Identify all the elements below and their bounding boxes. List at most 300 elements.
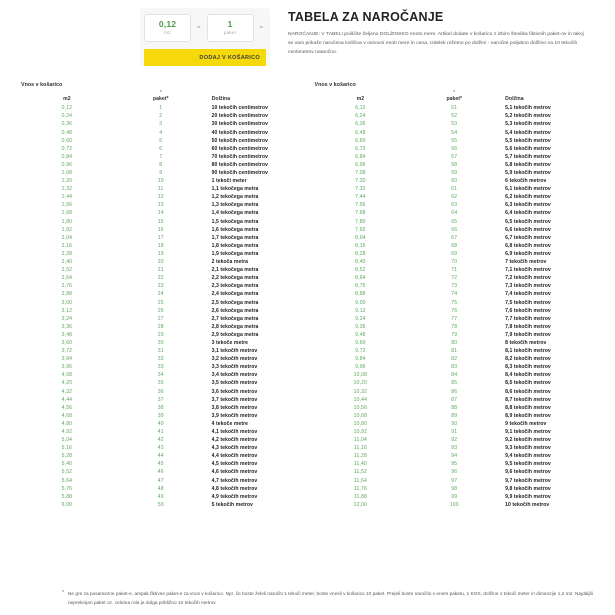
cell-m2: 6,72 bbox=[355, 145, 366, 152]
cell-m2: 3,60 bbox=[61, 339, 73, 346]
cell-pk: 70 bbox=[451, 259, 458, 266]
cell-dl: 6,6 tekočih metrov bbox=[505, 226, 551, 233]
table-row bbox=[20, 235, 302, 243]
table-row bbox=[20, 396, 302, 404]
cell-pk: 98 bbox=[451, 485, 458, 492]
cell-m2: 5,04 bbox=[61, 437, 73, 444]
cell-m2: 10,08 bbox=[353, 372, 368, 379]
cell-m2: 2,76 bbox=[61, 283, 73, 290]
cell-dl: 8,7 tekočih metrov bbox=[505, 396, 551, 403]
table-column-right bbox=[308, 82, 602, 510]
table-row bbox=[314, 380, 596, 388]
table-row bbox=[314, 332, 596, 340]
quantity-value: 1 bbox=[227, 19, 233, 30]
table-row bbox=[20, 356, 302, 364]
cell-dl: 2,3 tekočega metra bbox=[211, 283, 259, 290]
cell-pk: 33 bbox=[157, 364, 164, 371]
table-row bbox=[20, 129, 302, 137]
cell-dl: 8,6 tekočih metrov bbox=[505, 388, 551, 395]
cell-dl: 10 tekočih centimetrov bbox=[211, 105, 268, 112]
table-row bbox=[314, 178, 596, 186]
order-table-right bbox=[314, 82, 596, 510]
cell-dl: 8,2 tekočih metrov bbox=[505, 356, 551, 363]
cell-pk: 76 bbox=[451, 307, 458, 314]
cell-dl: 2,2 tekočega metra bbox=[211, 275, 259, 282]
table-row bbox=[314, 461, 596, 469]
cell-pk: 41 bbox=[157, 429, 164, 435]
table-row bbox=[20, 113, 302, 121]
cell-pk: 26 bbox=[157, 307, 164, 314]
cell-m2: 11,64 bbox=[353, 477, 367, 484]
cell-pk: 52 bbox=[451, 113, 458, 120]
group-header-row bbox=[314, 82, 596, 89]
cell-pk: 31 bbox=[157, 348, 164, 355]
table-row bbox=[20, 494, 302, 502]
table-row bbox=[314, 226, 596, 234]
table-row bbox=[20, 469, 302, 477]
cell-dl: 1,6 tekočega metra bbox=[211, 226, 259, 233]
table-row bbox=[314, 218, 596, 226]
table-row bbox=[20, 145, 302, 153]
cell-dl: 3,3 tekočih metrov bbox=[211, 364, 258, 371]
cell-dl: 4,8 tekočih metrov bbox=[211, 485, 258, 492]
cell-dl: 8,4 tekočih metrov bbox=[505, 372, 551, 379]
cell-pk: 80 bbox=[451, 339, 458, 346]
cell-dl: 5,3 tekočih metrov bbox=[505, 121, 551, 128]
table-row bbox=[20, 194, 302, 202]
cell-m2: 10,56 bbox=[353, 404, 368, 411]
cell-dl: 1 tekoči meter bbox=[211, 178, 247, 185]
cell-m2: 2,04 bbox=[61, 234, 73, 241]
table-row bbox=[314, 194, 596, 202]
cell-m2: 9,96 bbox=[355, 364, 366, 371]
cell-m2: 10,44 bbox=[353, 396, 368, 403]
cell-pk: 37 bbox=[157, 396, 164, 403]
cell-pk: 56 bbox=[451, 145, 458, 152]
cell-dl: 4,1 tekočih metrov bbox=[211, 429, 258, 435]
table-row bbox=[314, 275, 596, 283]
table-row bbox=[20, 445, 302, 453]
cell-dl: 6,7 tekočih metrov bbox=[505, 234, 551, 241]
cell-m2: 0,48 bbox=[61, 129, 73, 136]
cell-dl: 9,7 tekočih metrov bbox=[505, 477, 551, 484]
table-row bbox=[20, 170, 302, 178]
cell-m2: 8,16 bbox=[355, 242, 366, 249]
cell-pk: 6 bbox=[159, 145, 163, 152]
table-row bbox=[314, 299, 596, 307]
cell-m2: 3,96 bbox=[61, 364, 73, 371]
cell-pk: 24 bbox=[157, 291, 164, 298]
cell-dl: 4,2 tekočih metrov bbox=[211, 437, 258, 444]
cell-m2: 9,84 bbox=[355, 356, 366, 363]
add-to-cart-button[interactable] bbox=[144, 49, 266, 66]
table-row bbox=[314, 243, 596, 251]
cell-m2: 1,68 bbox=[61, 210, 73, 217]
table-row bbox=[314, 162, 596, 170]
table-row bbox=[20, 348, 302, 356]
cell-m2: 6,36 bbox=[355, 121, 366, 128]
table-row bbox=[20, 372, 302, 380]
cell-dl: 2,1 tekočega metra bbox=[211, 267, 259, 274]
table-row bbox=[20, 105, 302, 113]
table-row bbox=[20, 275, 302, 283]
cell-dl: 5,7 tekočih metrov bbox=[505, 153, 551, 160]
cell-dl: 3,5 tekočih metrov bbox=[211, 380, 258, 387]
cell-dl: 6,2 tekočih metrov bbox=[505, 194, 551, 201]
cell-m2: 3,36 bbox=[61, 323, 73, 330]
table-row bbox=[314, 396, 596, 404]
table-row bbox=[20, 502, 302, 510]
cell-pk: 2 bbox=[159, 113, 163, 120]
cell-dl: 9,8 tekočih metrov bbox=[505, 485, 551, 492]
table-row bbox=[20, 332, 302, 340]
cell-m2: 0,24 bbox=[61, 113, 73, 120]
cell-dl: 7,2 tekočih metrov bbox=[505, 275, 551, 282]
cell-dl: 8,3 tekočih metrov bbox=[505, 364, 551, 371]
cell-dl: 8 tekočih metrov bbox=[505, 339, 547, 346]
cell-pk: 72 bbox=[451, 275, 458, 282]
cell-dl: 7,6 tekočih metrov bbox=[505, 307, 551, 314]
cell-m2: 9,12 bbox=[355, 307, 366, 314]
area-input[interactable] bbox=[144, 14, 191, 42]
cell-m2: 5,28 bbox=[61, 453, 73, 460]
cell-dl: 2,7 tekočega metra bbox=[211, 315, 259, 322]
table-row bbox=[20, 210, 302, 218]
cell-pk: 97 bbox=[451, 477, 458, 484]
cell-dl: 8,5 tekočih metrov bbox=[505, 380, 551, 387]
cell-pk: 25 bbox=[157, 299, 164, 306]
equals-sign-1: = bbox=[197, 25, 201, 31]
cell-pk: 21 bbox=[157, 267, 164, 274]
cell-m2: 1,44 bbox=[61, 194, 73, 201]
cell-dl: 7,9 tekočih metrov bbox=[505, 331, 551, 338]
cell-m2: 6,12 bbox=[355, 105, 366, 112]
cell-pk: 7 bbox=[159, 153, 163, 160]
cell-dl: 3,9 tekočih metrov bbox=[211, 412, 258, 419]
cell-pk: 27 bbox=[157, 315, 164, 322]
cell-m2: 1,92 bbox=[61, 226, 73, 233]
table-row bbox=[20, 380, 302, 388]
cell-pk: 73 bbox=[451, 283, 458, 290]
column-header-row bbox=[20, 96, 302, 105]
table-row bbox=[20, 413, 302, 421]
table-row bbox=[20, 226, 302, 234]
star-spacer-left bbox=[20, 89, 114, 96]
table-row bbox=[314, 121, 596, 129]
top-section bbox=[0, 0, 615, 82]
cell-pk: 69 bbox=[451, 250, 458, 257]
cell-dl: 3,6 tekočih metrov bbox=[211, 388, 258, 395]
cell-m2: 8,28 bbox=[355, 250, 366, 257]
cell-m2: 5,16 bbox=[61, 445, 73, 452]
calculator-row bbox=[144, 14, 266, 42]
table-row bbox=[314, 445, 596, 453]
cell-m2: 10,32 bbox=[353, 388, 368, 395]
cell-m2: 3,84 bbox=[61, 356, 73, 363]
cell-dl: 9,9 tekočih metrov bbox=[505, 493, 551, 500]
order-tables bbox=[0, 82, 615, 510]
cell-pk: 53 bbox=[451, 121, 458, 128]
table-row bbox=[20, 283, 302, 291]
cell-dl: 7,3 tekočih metrov bbox=[505, 283, 551, 290]
cell-pk: 75 bbox=[451, 299, 458, 306]
table-row bbox=[314, 502, 596, 510]
cell-m2: 10,92 bbox=[353, 429, 368, 435]
cell-dl: 9,2 tekočih metrov bbox=[505, 437, 551, 444]
table-head-left bbox=[20, 82, 302, 105]
cell-dl: 7 tekočih metrov bbox=[505, 259, 547, 266]
cell-m2: 1,32 bbox=[61, 186, 73, 193]
cell-m2: 11,40 bbox=[353, 461, 367, 468]
cell-m2: 4,68 bbox=[61, 412, 73, 419]
cell-pk: 62 bbox=[451, 194, 458, 201]
table-row bbox=[314, 469, 596, 477]
table-row bbox=[314, 113, 596, 121]
table-row bbox=[314, 453, 596, 461]
quantity-input[interactable] bbox=[207, 14, 254, 42]
cell-pk: 38 bbox=[157, 404, 164, 411]
cell-dl: 50 tekočih centimetrov bbox=[211, 137, 268, 144]
cell-m2: 4,32 bbox=[61, 388, 73, 395]
cell-pk: 78 bbox=[451, 323, 458, 330]
cell-pk: 90 bbox=[451, 420, 458, 427]
cell-pk: 49 bbox=[157, 493, 164, 500]
group-header-label: Vnos v košarico bbox=[21, 82, 63, 88]
cell-m2: 8,40 bbox=[355, 259, 366, 266]
table-row bbox=[314, 251, 596, 259]
cell-m2: 12,00 bbox=[353, 501, 368, 508]
table-row bbox=[20, 421, 302, 429]
cell-pk: 4 bbox=[159, 129, 163, 136]
cell-dl: 2,4 tekočega metra bbox=[211, 291, 259, 298]
table-row bbox=[314, 129, 596, 137]
cell-m2: 10,68 bbox=[353, 412, 368, 419]
column-header-row bbox=[314, 96, 596, 105]
cell-dl: 9,3 tekočih metrov bbox=[505, 445, 551, 452]
cell-dl: 3,1 tekočih metrov bbox=[211, 348, 258, 355]
cell-m2: 10,80 bbox=[353, 420, 368, 427]
cell-pk: 84 bbox=[451, 372, 458, 379]
cell-dl: 5,9 tekočih metrov bbox=[505, 170, 551, 176]
cell-pk: 20 bbox=[157, 259, 164, 266]
order-table-left bbox=[20, 82, 302, 510]
cell-pk: 40 bbox=[157, 420, 164, 427]
cell-pk: 58 bbox=[451, 161, 458, 168]
cell-pk: 64 bbox=[451, 210, 458, 217]
cell-pk: 74 bbox=[451, 291, 458, 298]
table-row bbox=[20, 218, 302, 226]
cell-dl: 20 tekočih centimetrov bbox=[211, 113, 268, 120]
table-row bbox=[20, 291, 302, 299]
cell-pk: 1 bbox=[159, 105, 163, 112]
cell-dl: 4,3 tekočih metrov bbox=[211, 445, 258, 452]
cell-pk: 50 bbox=[157, 501, 164, 508]
cell-m2: 4,08 bbox=[61, 372, 73, 379]
table-row bbox=[20, 315, 302, 323]
cell-m2: 0,36 bbox=[61, 121, 73, 128]
cell-dl: 6,4 tekočih metrov bbox=[505, 210, 551, 217]
cell-pk: 81 bbox=[451, 348, 458, 355]
group-header-row bbox=[20, 82, 302, 89]
cell-pk: 8 bbox=[159, 161, 163, 168]
star-spacer-left bbox=[314, 89, 408, 96]
add-to-cart-label: DODAJ V KOŠARICO bbox=[199, 54, 260, 61]
cell-pk: 28 bbox=[157, 323, 164, 330]
cell-m2: 9,72 bbox=[355, 348, 366, 355]
cell-pk: 43 bbox=[157, 445, 164, 452]
area-unit-label: m2 bbox=[164, 29, 171, 35]
cell-m2: 3,72 bbox=[61, 348, 73, 355]
cell-dl: 9,6 tekočih metrov bbox=[505, 469, 551, 476]
cell-pk: 67 bbox=[451, 234, 458, 241]
cell-pk: 55 bbox=[451, 137, 458, 144]
cell-dl: 4 tekoče metre bbox=[211, 420, 249, 427]
table-row bbox=[314, 494, 596, 502]
cell-pk: 46 bbox=[157, 469, 164, 476]
cell-m2: 7,08 bbox=[355, 170, 366, 176]
cell-m2: 7,68 bbox=[355, 210, 366, 217]
cell-m2: 11,52 bbox=[353, 469, 367, 476]
table-row bbox=[20, 307, 302, 315]
table-row bbox=[20, 453, 302, 461]
cell-m2: 8,88 bbox=[355, 291, 366, 298]
cell-dl: 90 tekočih centimetrov bbox=[211, 170, 268, 176]
cell-pk: 10 bbox=[157, 178, 164, 185]
cell-m2: 8,04 bbox=[355, 234, 366, 241]
cell-dl: 8,1 tekočih metrov bbox=[505, 348, 551, 355]
cell-m2: 5,64 bbox=[61, 477, 73, 484]
cell-dl: 5,5 tekočih metrov bbox=[505, 137, 551, 144]
cell-dl: 9,5 tekočih metrov bbox=[505, 461, 551, 468]
cell-pk: 36 bbox=[157, 388, 164, 395]
cell-pk: 91 bbox=[451, 429, 458, 435]
cell-dl: 7,4 tekočih metrov bbox=[505, 291, 551, 298]
cell-m2: 0,72 bbox=[61, 145, 73, 152]
cell-dl: 2,9 tekočega metra bbox=[211, 331, 259, 338]
cell-dl: 1,1 tekočega metra bbox=[211, 186, 259, 193]
table-row bbox=[20, 178, 302, 186]
cell-m2: 4,56 bbox=[61, 404, 73, 411]
table-row bbox=[20, 154, 302, 162]
cell-m2: 2,40 bbox=[61, 259, 73, 266]
cell-dl: 1,3 tekočega metra bbox=[211, 202, 259, 209]
table-row bbox=[314, 315, 596, 323]
cell-m2: 0,60 bbox=[61, 137, 73, 144]
cell-m2: 7,44 bbox=[355, 194, 366, 201]
footnote-marker: * bbox=[62, 589, 64, 596]
table-row bbox=[314, 137, 596, 145]
cell-m2: 6,48 bbox=[355, 129, 366, 136]
cell-dl: 60 tekočih centimetrov bbox=[211, 145, 268, 152]
cell-dl: 4,9 tekočih metrov bbox=[211, 493, 258, 500]
cell-m2: 8,76 bbox=[355, 283, 366, 290]
cell-pk: 57 bbox=[451, 153, 458, 160]
table-body-left bbox=[20, 105, 302, 510]
cell-m2: 2,64 bbox=[61, 275, 73, 282]
cell-pk: 35 bbox=[157, 380, 164, 387]
cell-pk: 30 bbox=[157, 339, 164, 346]
cell-dl: 4,7 tekočih metrov bbox=[211, 477, 258, 484]
cell-pk: 14 bbox=[157, 210, 164, 217]
cell-m2: 2,28 bbox=[61, 250, 73, 257]
cell-dl: 1,7 tekočega metra bbox=[211, 234, 259, 241]
cell-pk: 11 bbox=[157, 186, 164, 193]
page-title: TABELA ZA NAROČANJE bbox=[288, 10, 444, 24]
intro-paragraph: NAROČANJE: V TABELI poiščite željeno DOLŽINSKO enoto mere. Artikel dodate v košarico z izbiro številka fiktivnih paket-ov in takoj se vam prikaže naročena količina v osnovni enoti mere in cena. Izdelek režemo po dolžini - naročite poljubno dolžino na 10 tekočih centimetrov natančno. bbox=[288, 32, 584, 56]
table-row bbox=[314, 154, 596, 162]
table-row bbox=[314, 477, 596, 485]
cell-dl: 7,8 tekočih metrov bbox=[505, 323, 551, 330]
cell-dl: 8,8 tekočih metrov bbox=[505, 404, 551, 411]
cell-dl: 4,6 tekočih metrov bbox=[211, 469, 258, 476]
table-row bbox=[314, 170, 596, 178]
cell-m2: 2,88 bbox=[61, 291, 73, 298]
cell-dl: 70 tekočih centimetrov bbox=[211, 153, 268, 160]
cell-pk: 68 bbox=[451, 242, 458, 249]
cell-pk: 48 bbox=[157, 485, 164, 492]
cell-m2: 3,12 bbox=[61, 307, 73, 314]
cell-m2: 6,00 bbox=[61, 501, 73, 508]
cell-dl: 1,5 tekočega metra bbox=[211, 218, 259, 225]
cell-dl: 8,9 tekočih metrov bbox=[505, 412, 551, 419]
table-row bbox=[20, 162, 302, 170]
cell-pk: 59 bbox=[451, 170, 458, 176]
area-value: 0,12 bbox=[158, 19, 177, 30]
table-row bbox=[20, 437, 302, 445]
cell-pk: 99 bbox=[451, 493, 458, 500]
cell-pk: 13 bbox=[157, 202, 164, 209]
cell-m2: 0,84 bbox=[61, 153, 73, 160]
cell-dl: 2 tekoča metra bbox=[211, 259, 249, 266]
column-header-paket: paket* bbox=[152, 96, 169, 102]
cell-m2: 11,88 bbox=[353, 493, 367, 500]
equals-sign-2: = bbox=[259, 25, 264, 31]
cell-dl: 5,4 tekočih metrov bbox=[505, 129, 551, 136]
cell-pk: 61 bbox=[451, 186, 458, 193]
table-row bbox=[20, 243, 302, 251]
cell-m2: 4,80 bbox=[61, 420, 73, 427]
table-row bbox=[314, 307, 596, 315]
group-star-row bbox=[314, 89, 596, 96]
cell-pk: 32 bbox=[157, 356, 164, 363]
footnote-text: Ne gre za posamezne paket-e, ampak fiktivne paket-e za vnos v košarico. Npr. če boste želeli naročiti 1 tekoči meter, boste vnesli v košarico 10 paket. Prejeli boste naročilo v enem paketu, 1 KOS, dolžine 1 tekoči meter in dimenzije 1,2 m2. Najdaljši neprekinjen paket oz. celotna rola je dolga približno 10 tekočih metrov. bbox=[67, 590, 594, 605]
cell-dl: 2,8 tekočega metra bbox=[211, 323, 259, 330]
cell-m2: 9,60 bbox=[355, 339, 366, 346]
star-spacer-right bbox=[208, 89, 302, 96]
table-row bbox=[314, 340, 596, 348]
cell-dl: 10 tekočih metrov bbox=[505, 501, 550, 508]
table-column-left bbox=[14, 82, 308, 510]
cell-m2: 1,08 bbox=[61, 170, 73, 176]
table-row bbox=[20, 137, 302, 145]
cell-dl: 5,1 tekočih metrov bbox=[505, 105, 551, 112]
cell-dl: 1,9 tekočega metra bbox=[211, 250, 259, 257]
table-row bbox=[314, 429, 596, 437]
table-row bbox=[20, 299, 302, 307]
cell-dl: 3 tekoče metre bbox=[211, 339, 249, 346]
table-row bbox=[314, 186, 596, 194]
cell-pk: 3 bbox=[159, 121, 163, 128]
table-row bbox=[20, 485, 302, 493]
cell-dl: 1,8 tekočega metra bbox=[211, 242, 259, 249]
table-row bbox=[20, 121, 302, 129]
table-row bbox=[20, 324, 302, 332]
table-row bbox=[20, 259, 302, 267]
cell-dl: 3,2 tekočih metrov bbox=[211, 356, 258, 363]
table-row bbox=[314, 388, 596, 396]
cell-dl: 1,4 tekočega metra bbox=[211, 210, 259, 217]
cell-pk: 23 bbox=[157, 283, 164, 290]
